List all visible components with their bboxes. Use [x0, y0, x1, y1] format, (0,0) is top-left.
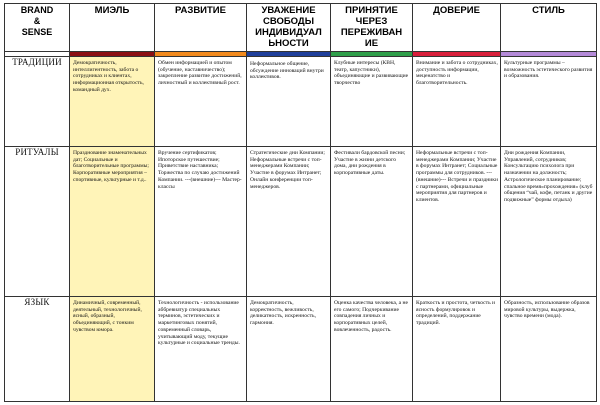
column-header-growth: РАЗВИТИЕ — [155, 4, 247, 52]
table-row — [5, 297, 597, 402]
table-cell: Демократичность, корректность, вежливость, деликатность, искренность, гармония. — [247, 297, 331, 402]
table-cell: Образность, использование образов мировой культуры, выдержка, чувство времени (мода). — [501, 297, 597, 402]
table-cell: Стратегические дни Компании; Неформальные встречи с топ-менеджерами Компании; Участие в форумах Интранет; Онлайн конференции топ-менеджеров. — [247, 147, 331, 297]
column-header-mission: МИЭЛЬ — [70, 4, 155, 52]
table-cell: Вручение сертификатов; Ипоторское путешествие; Приветствие наставника; Торжества по случаю достижений Компании. ---(внешние)--- Мастер-классы — [155, 147, 247, 297]
table-cell: Обмен информацией и опытом (обучение, наставничество); закрепление развитие достижений, личностный и коллективный рост. — [155, 57, 247, 147]
row-header-rituals: РИТУАЛЫ — [5, 147, 70, 297]
row-header-traditions: ТРАДИЦИИ — [5, 57, 70, 147]
table-cell: Неформальные встречи с топ-менеджерами Компании; Участие в форумах Интранет; Социальные программы для сотрудников. ---(внешние)--- Встречи и праздники с партнерами, официальные мероприятия для партнеров и клиентов. — [413, 147, 501, 297]
header-row — [5, 4, 597, 52]
table-row — [5, 147, 597, 297]
table-cell: Празднование знаменательных дат; Социальные и благотворительные программы; Корпоративные мероприятия – спортивные, культурные и т.д.. — [70, 147, 155, 297]
column-header-trust: ДОВЕРИЕ — [413, 4, 501, 52]
table-cell: Культурные программы – возможность эстетического развития и образования. — [501, 57, 597, 147]
table-cell: Демократичность, интеллигентность, забота о сотрудниках и клиентах, информационная открытость, командный дух. — [70, 57, 155, 147]
row-header-language: ЯЗЫК — [5, 297, 70, 402]
table-cell: Краткость и простота, четкость и ясность формулировок и определений, поддержание традиций. — [413, 297, 501, 402]
table-cell: Технологичность - использование аббревиатур специальных терминов, эстетических и маркетинговых понятий, современный словарь, учитывающий моду, текущие культурные и социальные тренды. — [155, 297, 247, 402]
table-cell: Динамичный, современный, деятельный, технологичный, ясный, образный, объединяющий, с тонким чувством юмора. — [70, 297, 155, 402]
table-cell: Внимание и забота о сотрудниках, доступность информации, меценатство и благотворительность. — [413, 57, 501, 147]
table-cell: Клубные интересы (КВН, театр, капустники), объединяющие и развивающие творчество — [331, 57, 413, 147]
table-cell: Фестивали бардовской песни; Участие в жизни детского дома, дни рождения в корпоративные даты. — [331, 147, 413, 297]
table-cell: Неформальное общение, обсуждение инноваций внутри коллективов. — [247, 57, 331, 147]
table-row — [5, 57, 597, 147]
brand-sense-table — [4, 3, 597, 402]
column-header-freedom: УВАЖЕНИЕ СВОБОДЫ ИНДИВИДУАЛ ЬНОСТИ — [247, 4, 331, 52]
table-cell: Оценка качества человека, а не его самого; Подчеркивание совпадения личных и корпоративных целей, вовлеченность, радость. — [331, 297, 413, 402]
corner-header: BRAND & SENSE — [5, 4, 70, 52]
table-cell: Дни рождения Компании, Управлений, сотрудников; Консультацию психолога при назначении на должность; Астрологическое планирование; спальное время»прохождения» (клуб общения “чай, кофе, петанк и другие подвижные” формы отдыха) — [501, 147, 597, 297]
column-header-empathy: ПРИНЯТИЕ ЧЕРЕЗ ПЕРЕЖИВАН ИЕ — [331, 4, 413, 52]
column-header-style: СТИЛЬ — [501, 4, 597, 52]
